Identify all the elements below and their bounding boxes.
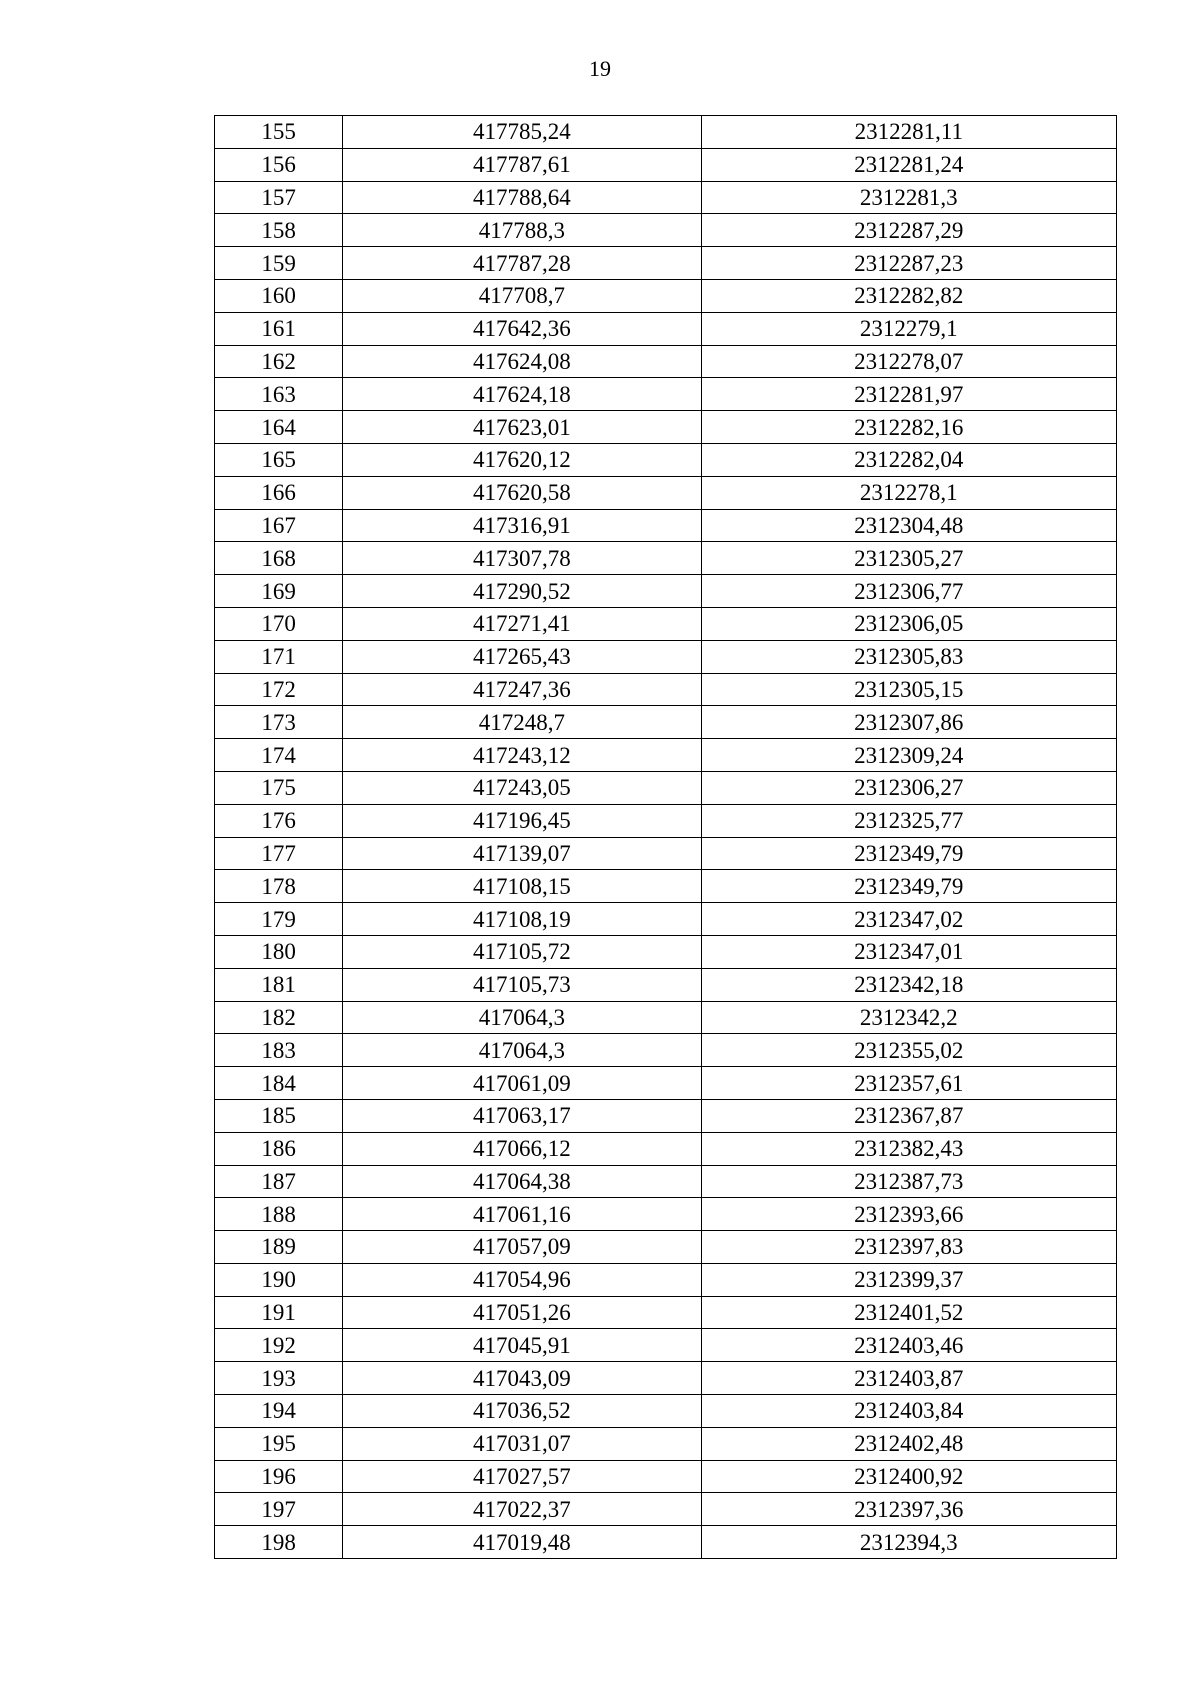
point-number-cell: 155 (215, 116, 343, 149)
x-coordinate-cell: 417108,15 (343, 870, 701, 903)
x-coordinate-cell: 417624,08 (343, 345, 701, 378)
table-row (215, 575, 1117, 608)
point-number-cell: 165 (215, 443, 343, 476)
x-coordinate-cell: 417620,12 (343, 443, 701, 476)
x-coordinate-cell: 417787,61 (343, 148, 701, 181)
x-coordinate-cell: 417139,07 (343, 837, 701, 870)
point-number-cell: 160 (215, 279, 343, 312)
y-coordinate-cell: 2312306,77 (701, 575, 1116, 608)
point-number-cell: 183 (215, 1034, 343, 1067)
point-number-cell: 169 (215, 575, 343, 608)
table-row (215, 116, 1117, 149)
y-coordinate-cell: 2312305,27 (701, 542, 1116, 575)
table-row (215, 279, 1117, 312)
point-number-cell: 168 (215, 542, 343, 575)
y-coordinate-cell: 2312305,15 (701, 673, 1116, 706)
table-row (215, 771, 1117, 804)
table-row (215, 214, 1117, 247)
point-number-cell: 164 (215, 411, 343, 444)
table-row (215, 739, 1117, 772)
point-number-cell: 193 (215, 1362, 343, 1395)
table-row (215, 837, 1117, 870)
coordinates-table-body (215, 116, 1117, 1559)
page-number: 19 (589, 56, 611, 81)
point-number-cell: 163 (215, 378, 343, 411)
x-coordinate-cell: 417105,73 (343, 968, 701, 1001)
table-row (215, 378, 1117, 411)
y-coordinate-cell: 2312387,73 (701, 1165, 1116, 1198)
x-coordinate-cell: 417785,24 (343, 116, 701, 149)
table-row (215, 935, 1117, 968)
point-number-cell: 196 (215, 1460, 343, 1493)
x-coordinate-cell: 417243,05 (343, 771, 701, 804)
y-coordinate-cell: 2312347,01 (701, 935, 1116, 968)
x-coordinate-cell: 417022,37 (343, 1493, 701, 1526)
table-row (215, 1231, 1117, 1264)
y-coordinate-cell: 2312281,97 (701, 378, 1116, 411)
x-coordinate-cell: 417031,07 (343, 1427, 701, 1460)
table-row (215, 312, 1117, 345)
point-number-cell: 187 (215, 1165, 343, 1198)
y-coordinate-cell: 2312309,24 (701, 739, 1116, 772)
point-number-cell: 192 (215, 1329, 343, 1362)
y-coordinate-cell: 2312325,77 (701, 804, 1116, 837)
y-coordinate-cell: 2312282,16 (701, 411, 1116, 444)
point-number-cell: 184 (215, 1067, 343, 1100)
table-row (215, 476, 1117, 509)
x-coordinate-cell: 417027,57 (343, 1460, 701, 1493)
table-row (215, 1526, 1117, 1559)
table-row (215, 1067, 1117, 1100)
x-coordinate-cell: 417064,3 (343, 1034, 701, 1067)
point-number-cell: 185 (215, 1099, 343, 1132)
point-number-cell: 180 (215, 935, 343, 968)
point-number-cell: 172 (215, 673, 343, 706)
x-coordinate-cell: 417624,18 (343, 378, 701, 411)
table-row (215, 607, 1117, 640)
x-coordinate-cell: 417196,45 (343, 804, 701, 837)
point-number-cell: 167 (215, 509, 343, 542)
table-row (215, 181, 1117, 214)
y-coordinate-cell: 2312401,52 (701, 1296, 1116, 1329)
x-coordinate-cell: 417642,36 (343, 312, 701, 345)
y-coordinate-cell: 2312342,2 (701, 1001, 1116, 1034)
table-row (215, 1395, 1117, 1428)
point-number-cell: 176 (215, 804, 343, 837)
table-row (215, 1296, 1117, 1329)
x-coordinate-cell: 417036,52 (343, 1395, 701, 1428)
coordinates-table (214, 115, 1117, 1559)
y-coordinate-cell: 2312342,18 (701, 968, 1116, 1001)
y-coordinate-cell: 2312306,05 (701, 607, 1116, 640)
x-coordinate-cell: 417316,91 (343, 509, 701, 542)
y-coordinate-cell: 2312279,1 (701, 312, 1116, 345)
table-row (215, 640, 1117, 673)
point-number-cell: 186 (215, 1132, 343, 1165)
point-number-cell: 159 (215, 247, 343, 280)
point-number-cell: 197 (215, 1493, 343, 1526)
y-coordinate-cell: 2312304,48 (701, 509, 1116, 542)
x-coordinate-cell: 417620,58 (343, 476, 701, 509)
table-row (215, 1493, 1117, 1526)
y-coordinate-cell: 2312394,3 (701, 1526, 1116, 1559)
table-row (215, 345, 1117, 378)
y-coordinate-cell: 2312355,02 (701, 1034, 1116, 1067)
x-coordinate-cell: 417057,09 (343, 1231, 701, 1264)
table-row (215, 1329, 1117, 1362)
point-number-cell: 194 (215, 1395, 343, 1428)
y-coordinate-cell: 2312403,87 (701, 1362, 1116, 1395)
table-row (215, 1001, 1117, 1034)
table-row (215, 542, 1117, 575)
point-number-cell: 191 (215, 1296, 343, 1329)
x-coordinate-cell: 417787,28 (343, 247, 701, 280)
y-coordinate-cell: 2312393,66 (701, 1198, 1116, 1231)
point-number-cell: 188 (215, 1198, 343, 1231)
point-number-cell: 158 (215, 214, 343, 247)
y-coordinate-cell: 2312402,48 (701, 1427, 1116, 1460)
point-number-cell: 198 (215, 1526, 343, 1559)
y-coordinate-cell: 2312403,46 (701, 1329, 1116, 1362)
y-coordinate-cell: 2312287,29 (701, 214, 1116, 247)
y-coordinate-cell: 2312367,87 (701, 1099, 1116, 1132)
table-row (215, 1460, 1117, 1493)
point-number-cell: 178 (215, 870, 343, 903)
x-coordinate-cell: 417623,01 (343, 411, 701, 444)
table-row (215, 1165, 1117, 1198)
y-coordinate-cell: 2312357,61 (701, 1067, 1116, 1100)
y-coordinate-cell: 2312282,82 (701, 279, 1116, 312)
point-number-cell: 162 (215, 345, 343, 378)
x-coordinate-cell: 417105,72 (343, 935, 701, 968)
table-row (215, 1132, 1117, 1165)
x-coordinate-cell: 417247,36 (343, 673, 701, 706)
y-coordinate-cell: 2312281,24 (701, 148, 1116, 181)
y-coordinate-cell: 2312349,79 (701, 870, 1116, 903)
x-coordinate-cell: 417708,7 (343, 279, 701, 312)
table-row (215, 1263, 1117, 1296)
y-coordinate-cell: 2312347,02 (701, 903, 1116, 936)
point-number-cell: 170 (215, 607, 343, 640)
table-row (215, 870, 1117, 903)
y-coordinate-cell: 2312307,86 (701, 706, 1116, 739)
point-number-cell: 166 (215, 476, 343, 509)
y-coordinate-cell: 2312281,11 (701, 116, 1116, 149)
table-row (215, 148, 1117, 181)
table-row (215, 1362, 1117, 1395)
table-row (215, 673, 1117, 706)
x-coordinate-cell: 417271,41 (343, 607, 701, 640)
table-row (215, 1099, 1117, 1132)
y-coordinate-cell: 2312287,23 (701, 247, 1116, 280)
x-coordinate-cell: 417066,12 (343, 1132, 701, 1165)
x-coordinate-cell: 417064,38 (343, 1165, 701, 1198)
x-coordinate-cell: 417061,09 (343, 1067, 701, 1100)
y-coordinate-cell: 2312397,83 (701, 1231, 1116, 1264)
point-number-cell: 189 (215, 1231, 343, 1264)
table-row (215, 706, 1117, 739)
y-coordinate-cell: 2312278,1 (701, 476, 1116, 509)
x-coordinate-cell: 417063,17 (343, 1099, 701, 1132)
table-row (215, 1427, 1117, 1460)
y-coordinate-cell: 2312281,3 (701, 181, 1116, 214)
y-coordinate-cell: 2312278,07 (701, 345, 1116, 378)
y-coordinate-cell: 2312399,37 (701, 1263, 1116, 1296)
table-row (215, 443, 1117, 476)
table-row (215, 509, 1117, 542)
point-number-cell: 190 (215, 1263, 343, 1296)
y-coordinate-cell: 2312397,36 (701, 1493, 1116, 1526)
x-coordinate-cell: 417307,78 (343, 542, 701, 575)
x-coordinate-cell: 417054,96 (343, 1263, 701, 1296)
table-row (215, 247, 1117, 280)
x-coordinate-cell: 417108,19 (343, 903, 701, 936)
point-number-cell: 195 (215, 1427, 343, 1460)
table-row (215, 903, 1117, 936)
point-number-cell: 173 (215, 706, 343, 739)
x-coordinate-cell: 417788,3 (343, 214, 701, 247)
table-row (215, 804, 1117, 837)
y-coordinate-cell: 2312403,84 (701, 1395, 1116, 1428)
point-number-cell: 156 (215, 148, 343, 181)
point-number-cell: 157 (215, 181, 343, 214)
x-coordinate-cell: 417043,09 (343, 1362, 701, 1395)
table-row (215, 1198, 1117, 1231)
table-row (215, 1034, 1117, 1067)
point-number-cell: 175 (215, 771, 343, 804)
x-coordinate-cell: 417248,7 (343, 706, 701, 739)
x-coordinate-cell: 417265,43 (343, 640, 701, 673)
x-coordinate-cell: 417243,12 (343, 739, 701, 772)
y-coordinate-cell: 2312282,04 (701, 443, 1116, 476)
point-number-cell: 181 (215, 968, 343, 1001)
x-coordinate-cell: 417064,3 (343, 1001, 701, 1034)
x-coordinate-cell: 417051,26 (343, 1296, 701, 1329)
point-number-cell: 177 (215, 837, 343, 870)
x-coordinate-cell: 417045,91 (343, 1329, 701, 1362)
y-coordinate-cell: 2312349,79 (701, 837, 1116, 870)
x-coordinate-cell: 417019,48 (343, 1526, 701, 1559)
point-number-cell: 161 (215, 312, 343, 345)
y-coordinate-cell: 2312382,43 (701, 1132, 1116, 1165)
x-coordinate-cell: 417788,64 (343, 181, 701, 214)
x-coordinate-cell: 417290,52 (343, 575, 701, 608)
y-coordinate-cell: 2312400,92 (701, 1460, 1116, 1493)
table-row (215, 968, 1117, 1001)
x-coordinate-cell: 417061,16 (343, 1198, 701, 1231)
point-number-cell: 174 (215, 739, 343, 772)
point-number-cell: 182 (215, 1001, 343, 1034)
y-coordinate-cell: 2312305,83 (701, 640, 1116, 673)
point-number-cell: 171 (215, 640, 343, 673)
table-row (215, 411, 1117, 444)
point-number-cell: 179 (215, 903, 343, 936)
y-coordinate-cell: 2312306,27 (701, 771, 1116, 804)
